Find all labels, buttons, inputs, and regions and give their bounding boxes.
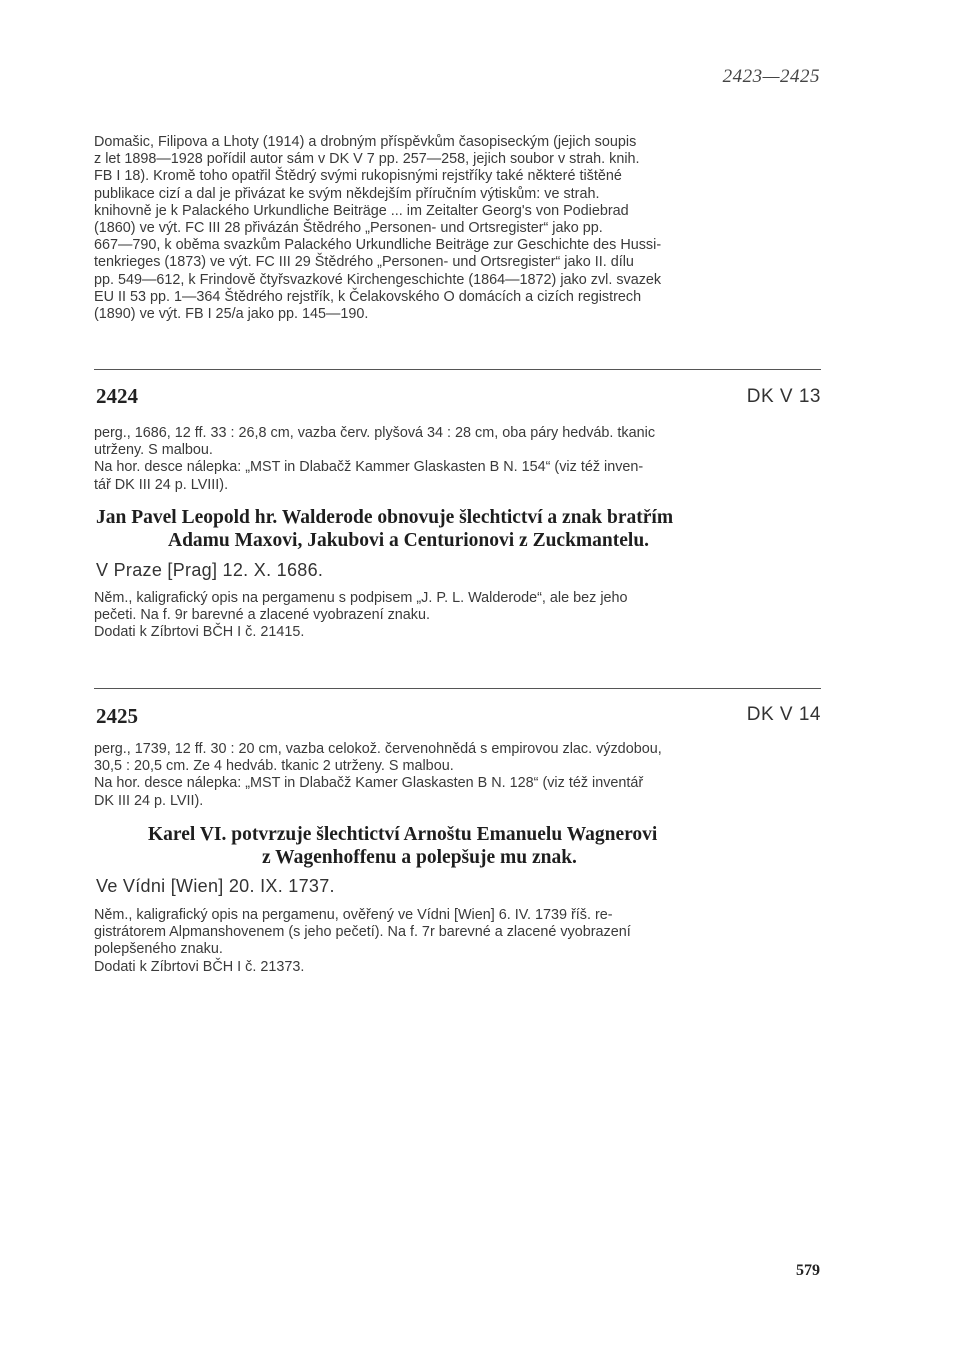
entry-number: 2425 (96, 704, 138, 728)
text-line: tář DK III 24 p. LVIII). (94, 476, 229, 493)
text-line: perg., 1686, 12 ff. 33 : 26,8 cm, vazba červ. plyšová 34 : 28 cm, oba páry hedváb. tkanic (94, 425, 656, 441)
text-line: DK III 24 p. LVII). (94, 792, 204, 809)
running-head: 2423—2425 (722, 66, 820, 87)
text-line: pp. 549—612, k Frindově čtyřsvazkové Kirchengeschichte (1864—1872) jako zvl. svazek (94, 271, 662, 288)
text-line: Domašic, Filipova a Lhoty (1914) a drobným příspěvkům časopiseckým (jejich soupis (94, 134, 637, 150)
text-line: knihovně je k Palackého Urkundliche Beiträge ... im Zeitalter Georg's von Podiebrad (94, 202, 629, 219)
text-line: 30,5 : 20,5 cm. Ze 4 hedváb. tkanic 2 utrženy. S malbou. (94, 758, 454, 775)
text-line: pečeti. Na f. 9r barevné a zlacené vyobrazení znaku. (94, 607, 430, 624)
text-line: Na hor. desce nálepka: „MST in Dlabačž Kammer Glaskasten B N. 154“ (viz též inven- (94, 459, 644, 476)
text-line: Něm., kaligrafický opis na pergamenu s podpisem „J. P. L. Walderode“, ale bez jeho (94, 590, 628, 606)
text-line: z let 1898—1928 pořídil autor sám v DK V 7 pp. 257—258, jejich soubor v strah. knih. (94, 151, 640, 168)
section-divider (94, 369, 821, 370)
document-notes (94, 907, 821, 976)
text-line: tenkrieges (1873) ve výt. FC III 29 Štědrého „Personen- und Ortsregister“ jako II. dílu (94, 254, 634, 271)
physical-description (94, 425, 821, 494)
document-title-line: Karel VI. potvrzuje šlechtictví Arnoštu Emanuelu Wagnerovi (148, 824, 658, 845)
shelf-signature: DK V 14 (746, 704, 821, 725)
text-line: (1860) ve výt. FC III 28 přivázán Štědrého „Personen- und Ortsregister“ jako pp. (94, 220, 603, 237)
document-title-line: z Wagenhoffenu a polepšuje mu znak. (262, 847, 577, 868)
text-line: FB I 18). Kromě toho opatřil Štědrý svými rukopisnými rejstříky také některé tištěné (94, 168, 622, 185)
text-line: perg., 1739, 12 ff. 30 : 20 cm, vazba celokož. červenohnědá s empirovou zlac. výzdobou, (94, 741, 662, 757)
text-line: EU II 53 pp. 1—364 Štědrého rejstřík, k Čelakovského O domácích a cizích registrech (94, 288, 642, 305)
shelf-signature: DK V 13 (746, 386, 821, 407)
text-line: Něm., kaligrafický opis na pergamenu, ověřený ve Vídni [Wien] 6. IV. 1739 říš. re- (94, 907, 613, 923)
text-line: publikace cizí a dal je přivázat ke svým někdejším příručním výtiskům: ve strah. (94, 185, 600, 202)
document-title-line: Adamu Maxovi, Jakubovi a Centurionovi z Zuckmantelu. (168, 530, 650, 551)
text-line: polepšeného znaku. (94, 941, 223, 958)
text-line: 667—790, k oběma svazkům Palackého Urkundliche Beiträge zur Geschichte des Hussi- (94, 237, 662, 254)
document-notes (94, 590, 821, 642)
section-divider (94, 688, 821, 689)
text-line: utrženy. S malbou. (94, 442, 213, 459)
text-line: Na hor. desce nálepka: „MST in Dlabačž Kamer Glaskasten B N. 128“ (viz též inventář (94, 775, 644, 792)
place-date: Ve Vídni [Wien] 20. IX. 1737. (96, 876, 335, 896)
physical-description (94, 741, 821, 810)
text-line: gistrátorem Alpmanshovenem (s jeho pečetí). Na f. 7r barevné a zlacené vyobrazení (94, 924, 631, 941)
document-title-line: Jan Pavel Leopold hr. Walderode obnovuje šlechtictví a znak bratřím (96, 507, 674, 528)
entry-number: 2424 (96, 384, 138, 408)
text-line: (1890) ve výt. FB I 25/a jako pp. 145—190. (94, 306, 369, 323)
text-line: Dodati k Zíbrtovi BČH I č. 21415. (94, 624, 305, 641)
text-line: Dodati k Zíbrtovi BČH I č. 21373. (94, 958, 305, 975)
continuation-paragraph (94, 134, 821, 323)
place-date: V Praze [Prag] 12. X. 1686. (96, 560, 324, 580)
page-number: 579 (796, 1262, 820, 1279)
